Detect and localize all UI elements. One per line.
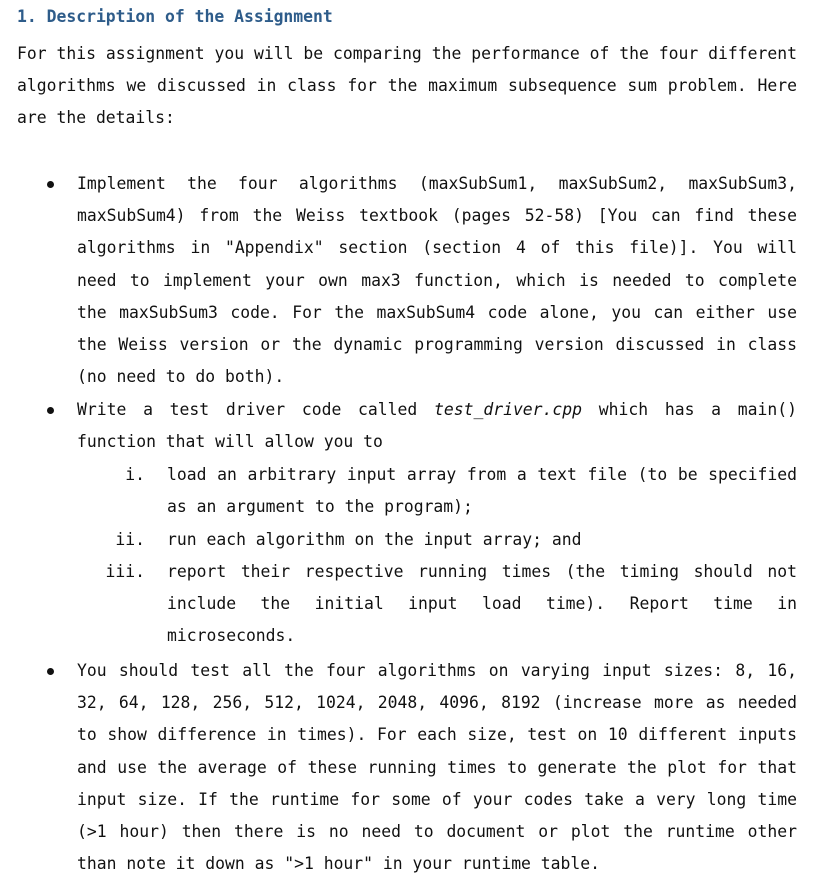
sub-item-number: i.: [125, 465, 145, 484]
sub-item-text: load an arbitrary input array from a text file (to be specified as an argument to the program);: [167, 465, 797, 517]
section-heading: 1. Description of the Assignment: [17, 7, 333, 26]
bullet-text: Implement the four algorithms (maxSubSum1, maxSubSum2, maxSubSum3, maxSubSum4) from the Weiss textbook (pages 52-58) [You can find these algorithms in "Appendix" section (section 4 of this file)]. You will need to implement your own max3 function, which is needed to complete the maxSubSum3 code. For the maxSubSum4 code alone, you can either use the Weiss version or the dynamic programming version discussed in class (no need to do both).: [77, 174, 797, 387]
sub-item-number: iii.: [105, 562, 145, 581]
sub-list-item: [105, 556, 797, 653]
bullet-text-after: which has a main() function that will allow you to: [77, 400, 797, 452]
intro-paragraph: For this assignment you will be comparing the performance of the four different algorithms we discussed in class for the maximum subsequence sum problem. Here are the details:: [17, 44, 797, 128]
list-item: [77, 168, 797, 393]
bullet-icon: [47, 181, 54, 188]
list-item: [77, 655, 797, 880]
bullet-text: You should test all the four algorithms on varying input sizes: 8, 16, 32, 64, 128, 256, 512, 1024, 2048, 4096, 8192 (increase more as needed to show difference in times). For each size, test on 10 different inputs and use the average of these running times to generate the plot for that input size. If the runtime for some of your codes take a very long time (>1 hour) then there is no need to document or plot the runtime other than note it down as ">1 hour" in your runtime table.: [77, 661, 797, 874]
filename: test_driver.cpp: [434, 400, 583, 419]
sub-list-item: [115, 524, 797, 556]
sub-list-item: [125, 459, 797, 523]
sub-item-text: report their respective running times (the timing should not include the initial input load time). Report time in microseconds.: [167, 562, 797, 646]
list-item: [77, 394, 797, 458]
bullet-text-before: Write a test driver code called: [77, 400, 434, 419]
bullet-icon: [47, 407, 54, 414]
bullet-icon: [47, 668, 54, 675]
sub-item-text: run each algorithm on the input array; and: [167, 530, 582, 549]
sub-item-number: ii.: [115, 530, 145, 549]
